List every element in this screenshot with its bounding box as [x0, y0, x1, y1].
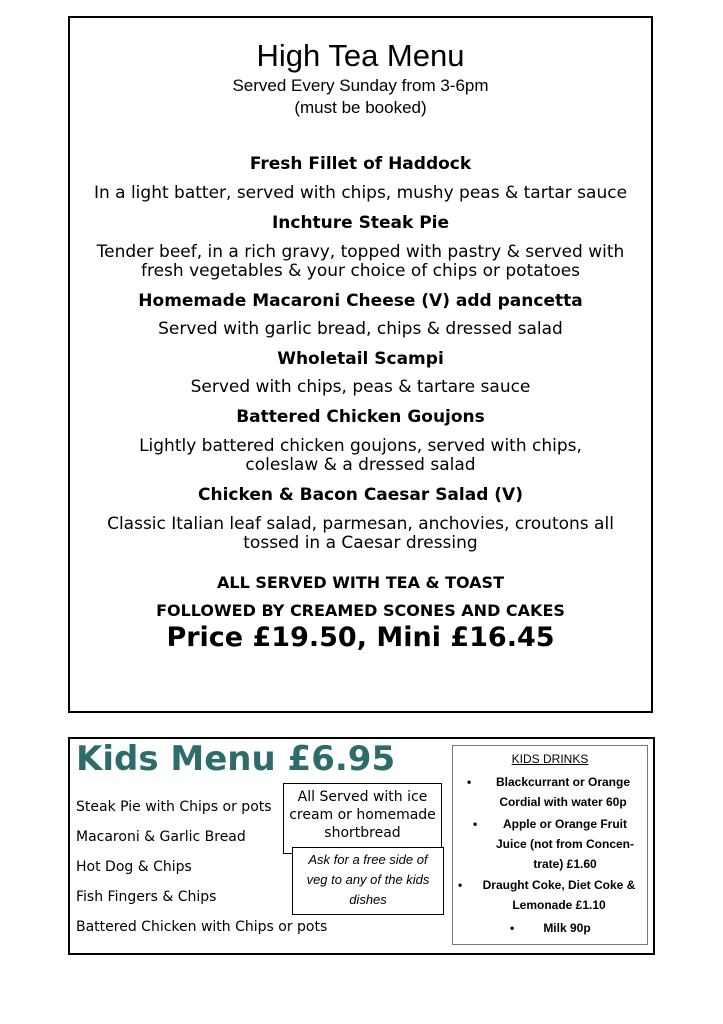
drink-line: Lemonade £1.10 — [512, 898, 606, 912]
drink-line: Blackcurrant or Orange — [495, 775, 631, 789]
free-veg-note-line: Ask for a free side of — [308, 852, 428, 867]
free-veg-note-line: dishes — [349, 892, 387, 907]
drink-text — [489, 814, 641, 874]
dish-description: Served with garlic bread, chips & dressed salad — [158, 319, 563, 339]
dish-name: Homemade Macaroni Cheese (V) add pancetta — [138, 291, 583, 311]
kids-menu-item: Hot Dog & Chips — [76, 859, 192, 875]
bullet-icon: • — [473, 817, 478, 831]
served-with-line: ALL SERVED WITH TEA & TOAST — [217, 573, 504, 592]
kids-menu-item: Fish Fingers & Chips — [76, 889, 217, 905]
kids-menu-item: Battered Chicken with Chips or pots — [76, 919, 328, 935]
kids-drinks-title: KIDS DRINKS — [511, 752, 589, 766]
bullet-icon: • — [458, 878, 463, 892]
followed-by-line: FOLLOWED BY CREAMED SCONES AND CAKES — [156, 601, 565, 620]
drink-text — [471, 875, 647, 915]
high-tea-menu-panel — [68, 16, 653, 713]
dish-description: tossed in a Caesar dressing — [243, 533, 478, 553]
kids-drinks-panel — [452, 745, 648, 945]
ice-cream-note-line: All Served with ice — [297, 789, 428, 805]
menu-title: High Tea Menu — [256, 38, 465, 73]
dish-name: Chicken & Bacon Caesar Salad (V) — [197, 485, 523, 505]
free-veg-note — [292, 847, 444, 915]
kids-menu-panel — [68, 737, 655, 955]
drink-line: Juice (not from Concen- — [495, 837, 634, 851]
kids-menu-item: Steak Pie with Chips or pots — [76, 799, 272, 815]
bullet-icon: • — [467, 775, 472, 789]
dish-name: Fresh Fillet of Haddock — [249, 154, 472, 174]
dish-description: coleslaw & a dressed salad — [245, 455, 476, 475]
kids-menu-title: Kids Menu £6.95 — [76, 739, 396, 779]
dish-description: In a light batter, served with chips, mushy peas & tartar sauce — [93, 183, 628, 203]
dish-description: Lightly battered chicken goujons, served with chips, — [139, 436, 582, 456]
drink-text — [483, 772, 643, 812]
ice-cream-note-line: cream or homemade — [289, 807, 436, 823]
ice-cream-note-line: shortbread — [324, 825, 401, 841]
dish-description: fresh vegetables & your choice of chips or potatoes — [140, 261, 581, 281]
dish-description: Served with chips, peas & tartare sauce — [190, 377, 531, 397]
dish-name: Battered Chicken Goujons — [236, 407, 485, 427]
free-veg-note-line: veg to any of the kids — [306, 872, 430, 887]
dish-name: Wholetail Scampi — [277, 349, 444, 369]
drink-line: trate) £1.60 — [533, 857, 597, 871]
dish-description: Classic Italian leaf salad, parmesan, anchovies, croutons all — [107, 514, 614, 534]
bullet-icon: • — [510, 921, 515, 935]
dish-description: Tender beef, in a rich gravy, topped with pastry & served with — [96, 242, 625, 262]
drink-text — [527, 918, 607, 938]
drink-line: Cordial with water 60p — [499, 795, 627, 809]
booking-note: (must be booked) — [294, 98, 427, 117]
menu-subtitle: Served Every Sunday from 3-6pm — [232, 76, 489, 95]
dish-name: Inchture Steak Pie — [271, 213, 450, 233]
drink-line: Apple or Orange Fruit — [502, 817, 627, 831]
drink-line: Milk 90p — [543, 921, 591, 935]
price-line: Price £19.50, Mini £16.45 — [166, 622, 555, 653]
drink-line: Draught Coke, Diet Coke & — [482, 878, 636, 892]
kids-menu-item: Macaroni & Garlic Bread — [76, 829, 246, 845]
ice-cream-note — [283, 783, 442, 854]
